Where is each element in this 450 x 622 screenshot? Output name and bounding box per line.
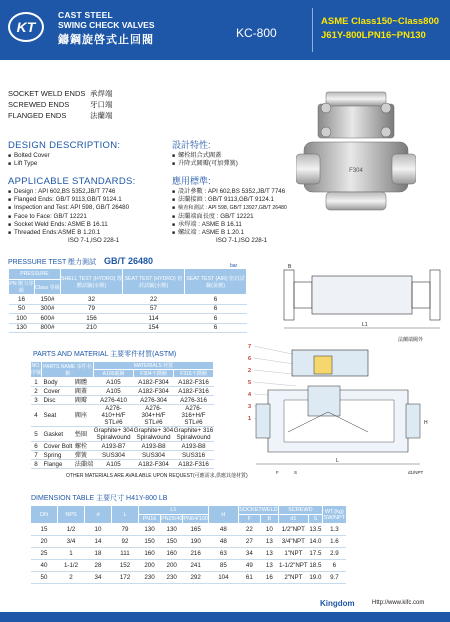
- end-type-en: SOCKET WELD ENDS: [8, 89, 86, 98]
- table-cell: A276-410: [94, 396, 134, 405]
- flange-end-drawing: [280, 262, 450, 344]
- table-cell: Cover Bolt: [43, 442, 73, 450]
- table-cell: A182-F316: [174, 378, 214, 387]
- table-row: [31, 572, 347, 584]
- col-header-class: Class 等級: [35, 280, 61, 295]
- table-cell: 19.0: [308, 572, 322, 584]
- dim-label-b: B: [288, 264, 292, 270]
- table-cell: A276-304+H/F STL#6: [134, 405, 174, 427]
- table-row: [31, 524, 347, 536]
- table-cell: 1-1/2: [58, 560, 85, 572]
- table-cell: 210: [61, 323, 123, 333]
- callout-4: 4: [248, 392, 252, 398]
- table-cell: A182-F304: [134, 378, 174, 387]
- col-header-l1: L1: [139, 506, 209, 515]
- table-cell: 閥座: [73, 405, 94, 427]
- pressure-test-title-en: PRESSURE TEST: [8, 259, 67, 266]
- dim-label-f: F: [276, 470, 279, 475]
- table-cell: A193-B8: [174, 442, 214, 451]
- design-section: [8, 140, 120, 168]
- table-row: [31, 396, 214, 405]
- table-cell: 22: [238, 524, 260, 536]
- table-cell: Graphite+ 304 Spiralwound: [133, 427, 174, 441]
- end-type-row: [8, 110, 113, 121]
- table-cell: 200: [161, 560, 183, 572]
- table-cell: 22: [123, 295, 185, 305]
- table-cell: 1.6: [322, 536, 346, 548]
- design-list-zh: [172, 152, 238, 168]
- flange-end-label: 法蘭端閥外: [398, 337, 424, 343]
- list-item: ■ 螺栓組合式閥蓋: [172, 152, 238, 160]
- table-cell: Body: [42, 378, 73, 387]
- end-type-row: [8, 88, 113, 99]
- callout-3: 3: [248, 404, 252, 410]
- list-item-continued: ISO 7-1,ISO 228-1: [68, 237, 120, 245]
- table-cell: 2.9: [322, 548, 346, 560]
- col-header-pn: PN 壓力等級: [9, 281, 34, 294]
- table-cell: 200: [139, 560, 161, 572]
- table-row: [9, 304, 247, 314]
- table-cell: 79: [61, 304, 123, 314]
- dim-label-l: L: [336, 458, 339, 464]
- design-title-zh: 設計特性:: [172, 140, 211, 150]
- col-header-dn: DN: [31, 506, 58, 524]
- table-cell: 165: [183, 524, 208, 536]
- table-cell: 241: [183, 560, 208, 572]
- table-cell: 1: [31, 378, 42, 387]
- table-cell: 1: [58, 548, 85, 560]
- table-cell: 9.7: [322, 572, 346, 584]
- class-range: ASME Class150~Class800: [321, 16, 440, 27]
- table-cell: 111: [112, 548, 139, 560]
- table-row: [31, 560, 347, 572]
- col-header-pn25: PN25/40: [161, 516, 183, 522]
- table-row: [31, 536, 347, 548]
- col-header-seat-air: SEAT TEST (AIR) 密封試驗(氣壓): [185, 269, 247, 295]
- col-header-materials: MATERIALS 材質: [94, 362, 214, 370]
- table-cell: 15: [31, 524, 58, 536]
- table-cell: A182-F316: [174, 460, 214, 469]
- footer-url-link[interactable]: Http://www.kifc.com: [372, 600, 425, 606]
- end-type-zh: 法蘭端: [90, 111, 113, 120]
- table-cell: 50: [31, 572, 58, 584]
- parts-material-table: [30, 361, 214, 469]
- table-cell: Graphite+ 304 Spiralwound: [93, 427, 134, 441]
- table-cell: 172: [112, 572, 139, 584]
- table-cell: A105: [94, 378, 134, 387]
- table-cell: 1"NPT: [278, 548, 308, 560]
- dim-label-d1npt: d1/NPT: [408, 470, 424, 475]
- callout-1: 1: [248, 416, 252, 422]
- table-cell: 57: [123, 304, 185, 314]
- table-cell: 3/4: [58, 536, 85, 548]
- table-cell: 13: [260, 548, 278, 560]
- table-cell: 5: [31, 427, 42, 442]
- table-cell: 6: [185, 314, 247, 324]
- table-cell: 6: [31, 442, 42, 451]
- table-cell: 20: [31, 536, 58, 548]
- list-item: ■ Flanged Ends: GB/T 9113,GB/T 9124.1: [8, 196, 136, 204]
- table-cell: 216: [183, 548, 208, 560]
- model-number: KC-800: [236, 26, 277, 40]
- table-cell: 4: [31, 405, 42, 427]
- list-item: ■ 螺紋端 : ASME B 1.20.1: [172, 229, 287, 237]
- end-type-zh: 承焊端: [90, 89, 113, 98]
- col-header-screwd: SCREWD: [278, 506, 322, 515]
- table-cell: 14: [85, 536, 112, 548]
- col-header-s: S: [308, 515, 322, 524]
- col-header-part-name: PARTS NAME 零件名稱: [43, 363, 92, 377]
- table-cell: 150#: [35, 295, 61, 305]
- table-cell: 2: [31, 387, 42, 396]
- table-cell: 彈簧: [73, 451, 94, 460]
- table-cell: 16: [260, 572, 278, 584]
- table-cell: 8: [31, 460, 42, 469]
- table-cell: 25: [31, 548, 58, 560]
- end-types: [8, 88, 113, 121]
- table-cell: SUS316: [174, 451, 214, 460]
- list-item: ■ 法蘭接頭 : GB/T 9113,GB/T 9124.1: [172, 196, 287, 204]
- table-cell: 79: [112, 524, 139, 536]
- table-row: [31, 442, 214, 451]
- standards-list-en: [8, 188, 136, 245]
- dim-label-h: H: [424, 420, 428, 426]
- table-cell: 螺栓: [73, 442, 94, 451]
- dim-label-l1: L1: [362, 322, 368, 328]
- table-cell: 6: [322, 560, 346, 572]
- table-cell: 16: [9, 295, 35, 305]
- table-cell: SUS304: [94, 451, 134, 460]
- table-cell: A105: [94, 460, 134, 469]
- table-cell: 10: [260, 524, 278, 536]
- table-cell: A193-B7: [94, 442, 134, 451]
- dimension-table: [30, 505, 347, 584]
- col-header-no: NO. 序號: [31, 363, 42, 376]
- table-cell: 48: [208, 536, 238, 548]
- pressure-test-title-zh: 壓力測試: [68, 259, 97, 266]
- table-row: [31, 405, 214, 427]
- list-item: ■ 法蘭端面長度 : GB/T 12221: [172, 213, 287, 221]
- pressure-test-table: [8, 268, 247, 333]
- table-cell: 800#: [35, 323, 61, 333]
- title-en-line1: CAST STEEL: [58, 10, 113, 20]
- table-cell: 6: [185, 295, 247, 305]
- pressure-test-heading: [8, 256, 153, 267]
- table-cell: 130: [161, 524, 183, 536]
- table-cell: 34: [238, 548, 260, 560]
- title-en-line2: SWING CHECK VALVES: [58, 20, 155, 30]
- standards-section-zh: [172, 174, 287, 245]
- table-row: [31, 387, 214, 396]
- table-cell: 2"NPT: [278, 572, 308, 584]
- table-row: [31, 451, 214, 460]
- table-cell: 49: [238, 560, 260, 572]
- other-materials-note: OTHER MATERIALS ARE AVAILABLE UPON REQUEST(可應需求,供應其他材質): [66, 473, 248, 479]
- table-cell: 130: [139, 524, 161, 536]
- table-cell: 154: [123, 323, 185, 333]
- table-cell: 17.5: [308, 548, 322, 560]
- table-cell: Graphite+ 316 Spiralwound: [173, 427, 214, 441]
- table-cell: A182-F304: [134, 460, 174, 469]
- table-cell: 10: [85, 524, 112, 536]
- table-cell: 7: [31, 451, 42, 460]
- table-cell: 160: [161, 548, 183, 560]
- footer-brand: Kingdom: [320, 599, 355, 608]
- header-divider: [312, 8, 313, 52]
- table-cell: Disc: [42, 396, 73, 405]
- callout-2: 2: [248, 368, 252, 374]
- valve-product-photo: [296, 84, 416, 240]
- table-cell: 1/2"NPT: [278, 524, 308, 536]
- table-cell: 40: [31, 560, 58, 572]
- table-cell: 48: [208, 524, 238, 536]
- list-item: ■ 檢查和測試 : API 598, GB/T 13927,GB/T 26480: [172, 204, 287, 212]
- end-type-en: SCREWED ENDS: [8, 100, 70, 109]
- list-item: ■ Bolted Cover: [8, 152, 120, 160]
- callout-5: 5: [248, 380, 252, 386]
- table-cell: 閥瓣: [73, 396, 94, 405]
- col-header-l: L: [112, 506, 139, 524]
- table-cell: 27: [238, 536, 260, 548]
- list-item: ■ Lift Type: [8, 160, 120, 168]
- table-cell: 13.5: [308, 524, 322, 536]
- col-header-a105: A105碳鋼: [94, 370, 134, 378]
- table-cell: 3: [31, 396, 42, 405]
- table-cell: 230: [161, 572, 183, 584]
- table-cell: 18: [85, 548, 112, 560]
- col-header-h: H: [208, 506, 238, 524]
- table-cell: 32: [61, 295, 123, 305]
- table-cell: 3/4"NPT: [278, 536, 308, 548]
- standards-title-en: APPLICABLE STANDARDS:: [8, 176, 136, 187]
- table-cell: A182-F304: [134, 387, 174, 396]
- table-cell: 18.5: [308, 560, 322, 572]
- col-header-pn64: PN64/100: [183, 516, 208, 522]
- table-cell: 6: [185, 304, 247, 314]
- standard-range: J61Y-800LPN16~PN130: [321, 30, 426, 41]
- list-item: ■ 設計參數 : API 602,BS 5352,JB/T 7746: [172, 188, 287, 196]
- parts-material-heading: PARTS AND MATERIAL 主要零件材質(ASTM): [33, 351, 177, 358]
- list-item-continued: ISO 7-1,ISO 228-1: [216, 237, 268, 245]
- col-header-b: B: [260, 515, 278, 524]
- svg-text:F304: F304: [349, 168, 363, 174]
- list-item: ■ 升降式閥瓣(可加彈簧): [172, 160, 238, 168]
- col-header-weight: WT.(kg) SW/NPT: [322, 506, 346, 524]
- col-header-f: F: [238, 515, 260, 524]
- valve-section-drawing: [248, 340, 444, 480]
- design-section-zh: [172, 138, 238, 168]
- title-zh: 鑄鋼旋啓式止回閥: [58, 34, 154, 46]
- standards-list-zh: [172, 188, 287, 245]
- dimension-table-heading: DIMENSION TABLE 主要尺寸 H41Y-800 LB: [31, 495, 168, 502]
- table-cell: 6: [185, 323, 247, 333]
- standards-title-zh: 應用標準:: [172, 176, 211, 186]
- col-header-nps: NPS: [58, 506, 85, 524]
- table-cell: 152: [112, 560, 139, 572]
- table-cell: 14.0: [308, 536, 322, 548]
- table-cell: 114: [123, 314, 185, 324]
- table-cell: A276-304: [134, 396, 174, 405]
- table-row: [31, 378, 214, 387]
- table-cell: 130: [9, 323, 35, 333]
- table-cell: 160: [139, 548, 161, 560]
- table-cell: 190: [183, 536, 208, 548]
- table-cell: 100: [9, 314, 35, 324]
- col-header-socketweld: SOCKETWELD: [239, 507, 278, 513]
- table-row: [31, 427, 214, 442]
- col-header-f316: F316不銹鋼: [174, 370, 214, 378]
- table-cell: 300#: [35, 304, 61, 314]
- col-header-pressure: PRESSURE: [9, 269, 61, 280]
- end-type-row: [8, 99, 113, 110]
- table-cell: 104: [208, 572, 238, 584]
- table-row: [31, 460, 214, 469]
- col-header-seat-hydro: SEAT TEST (HYDRO) 密封試驗(水壓): [123, 269, 185, 295]
- table-cell: 1-1/2"NPT: [278, 560, 308, 572]
- table-cell: Cover: [42, 387, 73, 396]
- table-cell: 1.3: [322, 524, 346, 536]
- table-cell: 600#: [35, 314, 61, 324]
- table-cell: 50: [9, 304, 35, 314]
- table-cell: 156: [61, 314, 123, 324]
- end-type-zh: 牙口端: [90, 100, 113, 109]
- table-row: [9, 323, 247, 333]
- table-cell: SUS304: [134, 451, 174, 460]
- table-cell: 230: [139, 572, 161, 584]
- col-header-shell: SHELL TEST (HYDRO) 殼體試驗(水壓): [61, 269, 123, 295]
- table-cell: 292: [183, 572, 208, 584]
- table-cell: 28: [85, 560, 112, 572]
- dim-label-s: S: [294, 470, 298, 475]
- footer-bar: [0, 612, 450, 622]
- callout-7: 7: [248, 344, 252, 350]
- table-cell: A276-316+H/F STL#6: [174, 405, 214, 427]
- col-header-pn16: PN16: [139, 515, 161, 524]
- table-cell: 150: [161, 536, 183, 548]
- design-list-en: [8, 152, 120, 168]
- table-cell: 法蘭端: [74, 460, 94, 468]
- standards-section: [8, 176, 136, 245]
- col-header-f304: F304不銹鋼: [134, 370, 174, 378]
- col-header-d1: d1: [278, 515, 308, 524]
- table-cell: A105: [94, 387, 134, 396]
- table-cell: 61: [238, 572, 260, 584]
- table-row: [9, 295, 247, 305]
- pressure-test-standard: GB/T 26480: [104, 256, 154, 266]
- table-row: [31, 548, 347, 560]
- table-cell: 墊圈: [73, 427, 94, 442]
- table-cell: A193-B8: [134, 442, 174, 451]
- end-type-en: FLANGED ENDS: [8, 111, 67, 120]
- list-item: ■ Socket Weld Ends: ASME B 16.11: [8, 221, 136, 229]
- table-cell: 13: [260, 560, 278, 572]
- list-item: ■ Design : API 602,BS 5352,JB/T 7746: [8, 188, 136, 196]
- table-cell: Seat: [42, 405, 73, 427]
- list-item: ■ 承焊端 : ASME B 16.11: [172, 221, 287, 229]
- pressure-unit: bar: [230, 263, 238, 269]
- table-cell: 85: [208, 560, 238, 572]
- page-header: [0, 0, 450, 60]
- company-logo: KT: [8, 12, 44, 42]
- table-cell: Spring: [42, 451, 73, 460]
- callout-6: 6: [248, 356, 252, 362]
- table-cell: 2: [58, 572, 85, 584]
- table-cell: 34: [85, 572, 112, 584]
- table-cell: 閥體: [73, 378, 94, 387]
- table-row: [9, 314, 247, 324]
- table-cell: A276-316: [174, 396, 214, 405]
- table-cell: Flange: [42, 460, 73, 469]
- table-cell: 13: [260, 536, 278, 548]
- list-item: ■ Inspection and Test: API 598, GB/T 26480: [8, 204, 136, 212]
- table-cell: 1/2: [58, 524, 85, 536]
- table-cell: A182-F316: [174, 387, 214, 396]
- list-item: ■ Face to Face: GB/T 12221: [8, 213, 136, 221]
- table-cell: 150: [139, 536, 161, 548]
- table-cell: 92: [112, 536, 139, 548]
- table-cell: A276-410+H/F STL#6: [94, 405, 134, 427]
- table-cell: 閥蓋: [73, 387, 94, 396]
- design-title-en: DESIGN DESCRIPTION:: [8, 140, 121, 151]
- table-cell: Gasket: [42, 427, 73, 442]
- list-item: ■ Threaded Ends:ASME B 1.20.1: [8, 229, 136, 237]
- table-cell: 63: [208, 548, 238, 560]
- col-header-d: d: [85, 506, 112, 524]
